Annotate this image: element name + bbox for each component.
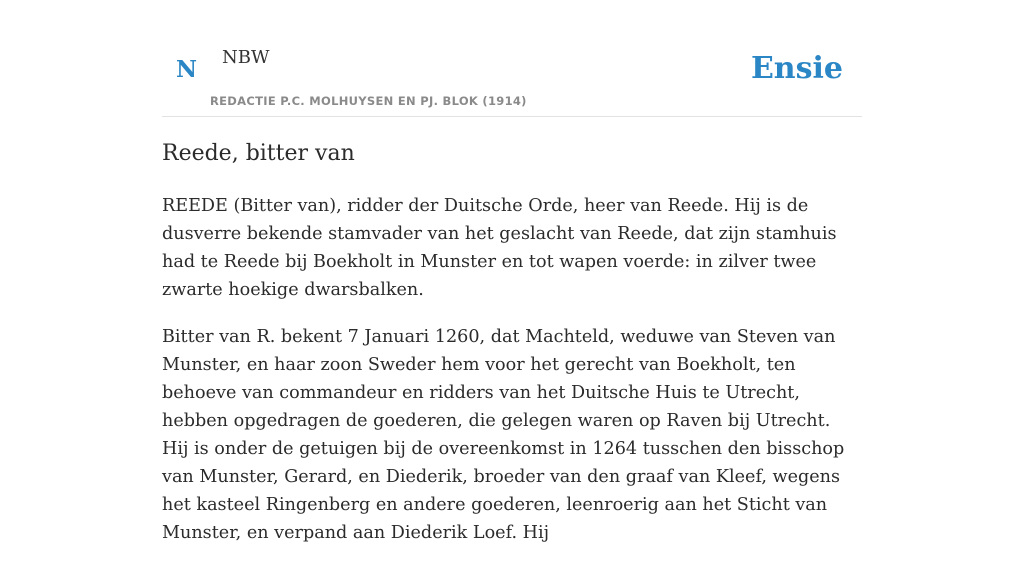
article-paragraph: Bitter van R. bekent 7 Januari 1260, dat Machteld, weduwe van Steven van Munster, en haar zoon Sweder hem voor het gerecht van Boekholt, ten behoeve van commandeur en ridders van het Duitsche Huis te Utrecht, hebben opgedragen de goederen, die gelegen waren op Raven bij Utrecht. Hij is onder de getuigen bij de overeenkomst in 1264 tusschen den bisschop van Munster, Gerard, en Diederik, broeder van den graaf van Kleef, wegens het kasteel Ringenberg en andere goederen, leenroerig aan het Sticht van Munster, en verpand aan Diederik Loef. Hij bbox=[162, 327, 845, 543]
article-body bbox=[162, 192, 862, 566]
source-editors: REDACTIE P.C. MOLHUYSEN EN PJ. BLOK (1914) bbox=[210, 94, 527, 108]
page-header bbox=[162, 0, 862, 117]
article-title: Reede, bitter van bbox=[162, 141, 355, 166]
article-paragraph: REEDE (Bitter van), ridder der Duitsche Orde, heer van Reede. Hij is de dusverre bekende stamvader van het geslacht van Reede, dat zijn stamhuis had te Reede bij Boekholt in Munster en tot wapen voerde: in zilver twee zwarte hoekige dwarsbalken. bbox=[162, 196, 837, 300]
source-logo[interactable]: N bbox=[176, 56, 198, 83]
source-name-link[interactable]: NBW bbox=[222, 47, 270, 68]
brand-logo-link[interactable]: Ensie bbox=[750, 51, 843, 86]
